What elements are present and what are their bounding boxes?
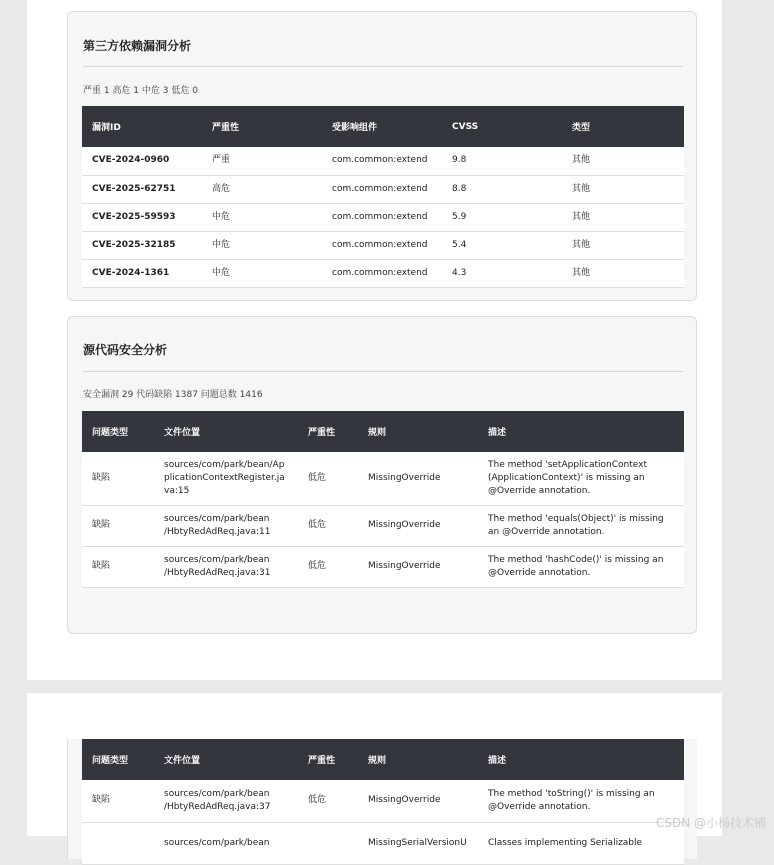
type-cell: 其他 — [562, 231, 684, 259]
severity-cell: 低危 — [298, 505, 358, 546]
file-location-cell: sources/com/park/bean/ApplicationContextRegister.java:15 — [154, 452, 298, 505]
type-cell: 其他 — [562, 147, 684, 175]
header-vuln-id: 漏洞ID — [82, 106, 202, 147]
severity-cell: 中危 — [202, 259, 322, 287]
header-issue-type: 问题类型 — [82, 411, 154, 452]
table-row — [82, 203, 684, 231]
issue-type-cell: 缺陷 — [82, 780, 154, 822]
source-code-card-continued — [67, 739, 697, 859]
table-row — [82, 231, 684, 259]
table-header-row — [82, 411, 684, 452]
description-cell: The method 'hashCode()' is missing an @Override annotation. — [478, 546, 684, 587]
watermark: CSDN @小杨技术铺 — [655, 816, 766, 830]
type-cell: 其他 — [562, 175, 684, 203]
component-cell: com.common:extend — [322, 203, 442, 231]
header-cvss: CVSS — [442, 106, 562, 147]
cvss-cell: 4.3 — [442, 259, 562, 287]
header-description: 描述 — [478, 411, 684, 452]
issue-type-cell — [82, 822, 154, 864]
source-code-title: 源代码安全分析 — [83, 343, 168, 357]
description-cell: The method 'setApplicationContext (ApplicationContext)' is missing an @Override annotation. — [478, 452, 684, 505]
dependency-vuln-table — [82, 106, 684, 288]
cvss-cell: 5.9 — [442, 203, 562, 231]
component-cell: com.common:extend — [322, 231, 442, 259]
table-row — [82, 505, 684, 546]
severity-cell: 高危 — [202, 175, 322, 203]
header-issue-type: 问题类型 — [82, 739, 154, 780]
table-row — [82, 780, 684, 822]
table-row — [82, 452, 684, 505]
severity-cell: 低危 — [298, 780, 358, 822]
source-code-table — [82, 411, 684, 588]
file-location-cell: sources/com/park/bean /HbtyRedAdReq.java:31 — [154, 546, 298, 587]
table-row — [82, 259, 684, 287]
component-cell: com.common:extend — [322, 175, 442, 203]
file-location-cell: sources/com/park/bean /HbtyRedAdReq.java:37 — [154, 780, 298, 822]
rule-cell: MissingOverride — [358, 780, 478, 822]
vuln-id-cell: CVE-2024-1361 — [82, 259, 202, 287]
table-row — [82, 175, 684, 203]
header-rule: 规则 — [358, 411, 478, 452]
description-cell: The method 'equals(Object)' is missing an @Override annotation. — [478, 505, 684, 546]
description-cell: Classes implementing Serializable — [478, 822, 684, 864]
dependency-vuln-summary: 严重 1 高危 1 中危 3 低危 0 — [83, 86, 198, 96]
cvss-cell: 8.8 — [442, 175, 562, 203]
header-file-location: 文件位置 — [154, 411, 298, 452]
dependency-vuln-card — [67, 11, 697, 301]
source-code-card — [67, 316, 697, 634]
header-severity: 严重性 — [298, 739, 358, 780]
cvss-cell: 9.8 — [442, 147, 562, 175]
severity-cell: 中危 — [202, 203, 322, 231]
header-description: 描述 — [478, 739, 684, 780]
divider — [83, 371, 683, 372]
header-severity: 严重性 — [298, 411, 358, 452]
header-severity: 严重性 — [202, 106, 322, 147]
rule-cell: MissingOverride — [358, 452, 478, 505]
description-cell: The method 'toString()' is missing an @Override annotation. — [478, 780, 684, 822]
type-cell: 其他 — [562, 203, 684, 231]
severity-cell: 中危 — [202, 231, 322, 259]
rule-cell: MissingOverride — [358, 546, 478, 587]
severity-cell: 严重 — [202, 147, 322, 175]
table-row — [82, 546, 684, 587]
severity-cell — [298, 822, 358, 864]
file-location-cell: sources/com/park/bean — [154, 822, 298, 864]
header-rule: 规则 — [358, 739, 478, 780]
component-cell: com.common:extend — [322, 259, 442, 287]
report-page-2 — [27, 693, 722, 848]
header-type: 类型 — [562, 106, 684, 147]
cvss-cell: 5.4 — [442, 231, 562, 259]
header-component: 受影响组件 — [322, 106, 442, 147]
source-code-summary: 安全漏洞 29 代码缺陷 1387 问题总数 1416 — [83, 390, 263, 400]
issue-type-cell: 缺陷 — [82, 452, 154, 505]
vuln-id-cell: CVE-2025-59593 — [82, 203, 202, 231]
rule-cell: MissingSerialVersionU — [358, 822, 478, 864]
header-file-location: 文件位置 — [154, 739, 298, 780]
source-code-table-continued — [82, 739, 684, 865]
issue-type-cell: 缺陷 — [82, 546, 154, 587]
issue-type-cell: 缺陷 — [82, 505, 154, 546]
component-cell: com.common:extend — [322, 147, 442, 175]
table-header-row — [82, 739, 684, 780]
severity-cell: 低危 — [298, 452, 358, 505]
dependency-vuln-title: 第三方依赖漏洞分析 — [83, 39, 192, 53]
vuln-id-cell: CVE-2025-62751 — [82, 175, 202, 203]
table-row — [82, 147, 684, 175]
table-header-row — [82, 106, 684, 147]
severity-cell: 低危 — [298, 546, 358, 587]
vuln-id-cell: CVE-2025-32185 — [82, 231, 202, 259]
divider — [83, 66, 683, 67]
table-row — [82, 822, 684, 864]
report-page-1 — [27, 0, 722, 680]
rule-cell: MissingOverride — [358, 505, 478, 546]
type-cell: 其他 — [562, 259, 684, 287]
vuln-id-cell: CVE-2024-0960 — [82, 147, 202, 175]
file-location-cell: sources/com/park/bean /HbtyRedAdReq.java:11 — [154, 505, 298, 546]
